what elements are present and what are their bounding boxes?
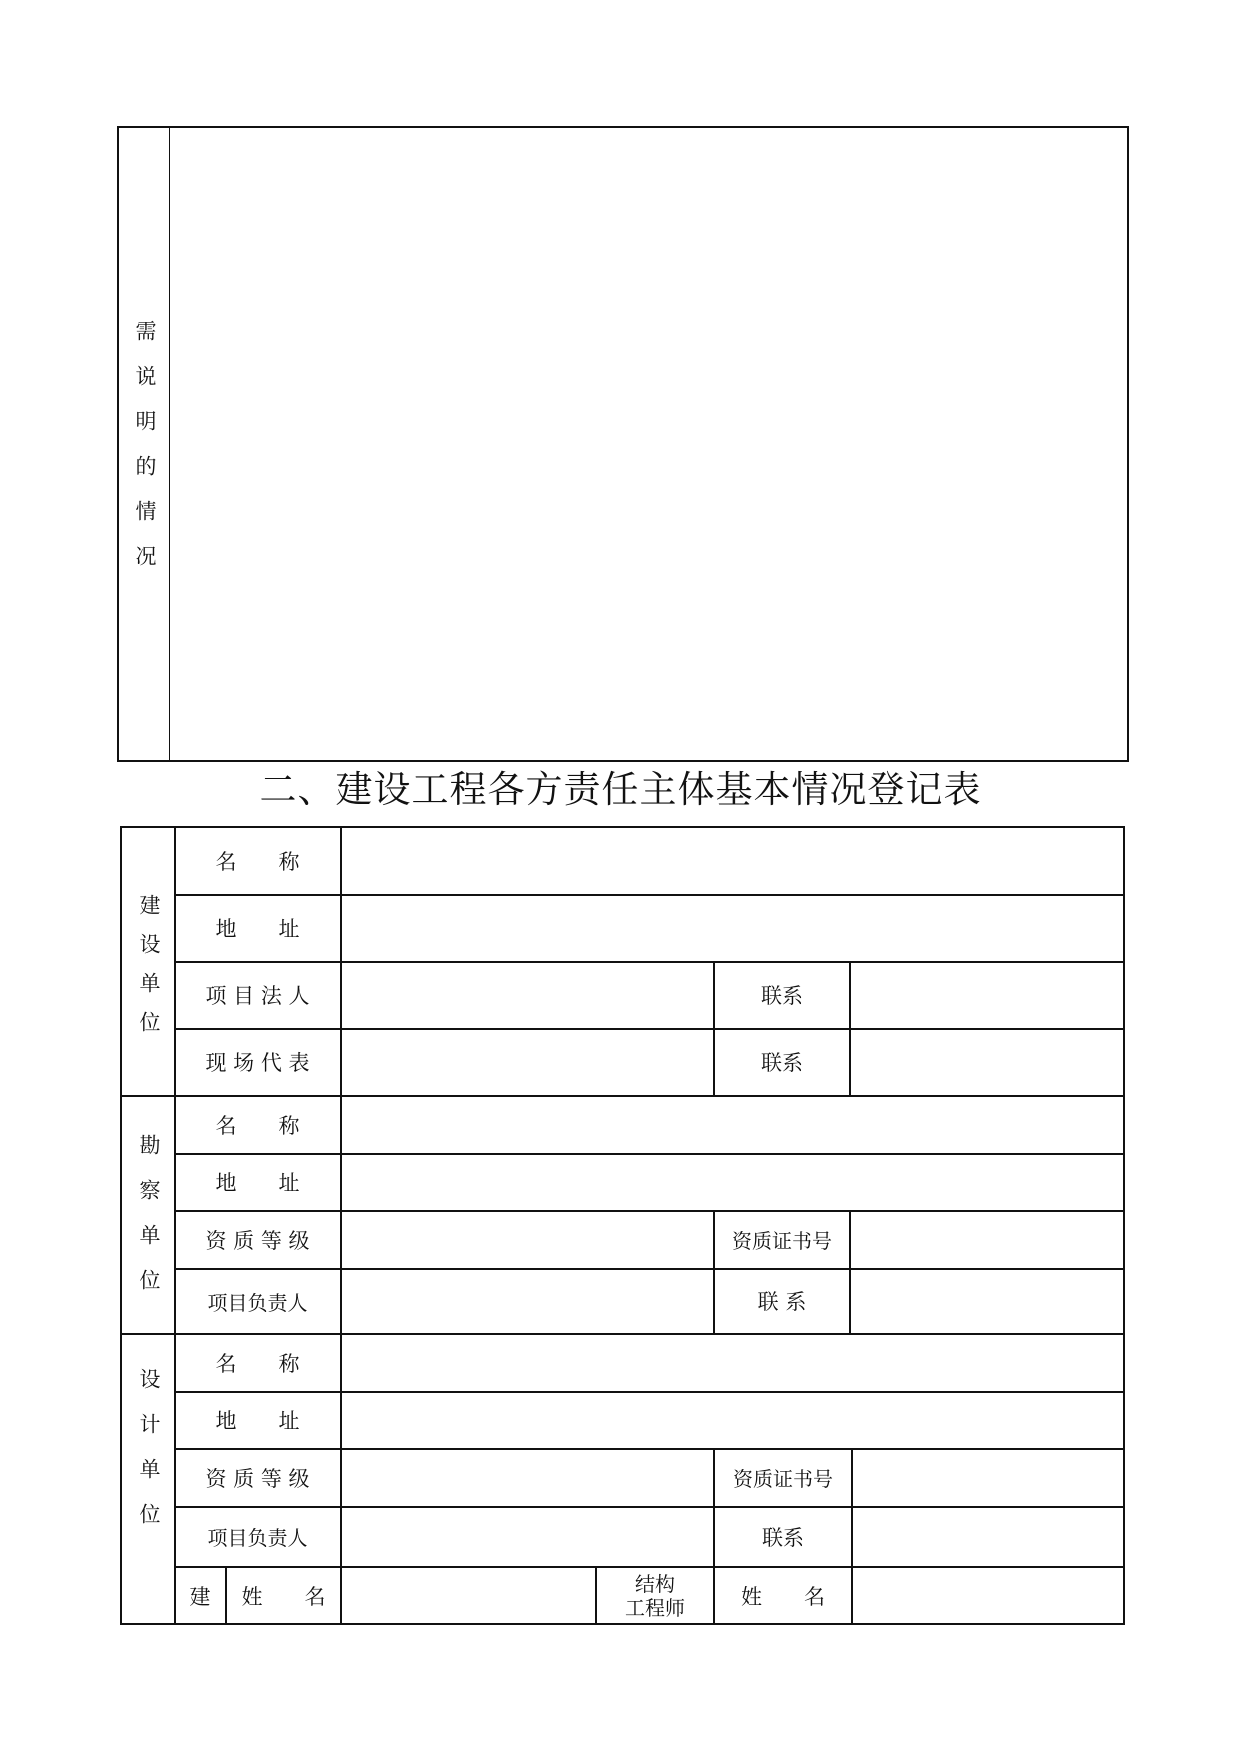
site-rep-contact-label: 联系 xyxy=(761,1051,803,1075)
site-rep-contact-field[interactable] xyxy=(851,1029,1123,1095)
survey-name-label: 名 称 xyxy=(215,1113,300,1138)
architect-name-label: 姓 名 xyxy=(241,1585,326,1609)
construction-unit-label: 建设单位 xyxy=(137,894,161,1050)
design-address-field[interactable] xyxy=(342,1392,1123,1448)
survey-contact-label: 联 系 xyxy=(757,1290,807,1314)
survey-project-lead-field[interactable] xyxy=(342,1269,712,1333)
construction-address-label: 地 址 xyxy=(215,917,300,941)
construction-name-label: 名 称 xyxy=(215,850,300,874)
architect-partial-label: 建 xyxy=(189,1585,211,1609)
survey-address-label: 地 址 xyxy=(215,1171,300,1195)
page-title: 二、建设工程各方责任主体基本情况登记表 xyxy=(259,768,982,811)
survey-name-field[interactable] xyxy=(342,1096,1123,1153)
structural-engineer-label xyxy=(597,1567,713,1625)
engineer-name-field[interactable] xyxy=(853,1567,1123,1625)
construction-name-field[interactable] xyxy=(342,828,1123,894)
legal-person-contact-label: 联系 xyxy=(761,984,803,1008)
structural-engineer-label-line2: 工程师 xyxy=(625,1596,685,1620)
design-cert-no-field[interactable] xyxy=(853,1449,1123,1506)
design-cert-no-label: 资质证书号 xyxy=(733,1467,833,1491)
survey-cert-no-field[interactable] xyxy=(851,1211,1123,1268)
design-contact-field[interactable] xyxy=(853,1507,1123,1566)
notes-content-field[interactable] xyxy=(170,128,1127,760)
design-name-label: 名 称 xyxy=(215,1351,300,1376)
legal-person-contact-field[interactable] xyxy=(851,962,1123,1028)
survey-contact-field[interactable] xyxy=(851,1269,1123,1333)
site-rep-field[interactable] xyxy=(342,1029,712,1095)
legal-person-label: 项 目 法 人 xyxy=(205,984,310,1008)
survey-qualification-label: 资 质 等 级 xyxy=(205,1228,310,1253)
engineer-name-label: 姓 名 xyxy=(741,1585,825,1609)
survey-project-lead-label: 项目负责人 xyxy=(207,1290,308,1315)
legal-person-field[interactable] xyxy=(342,962,712,1028)
design-qualification-field[interactable] xyxy=(342,1449,712,1506)
design-name-field[interactable] xyxy=(342,1334,1123,1391)
survey-unit-label: 勘察单位 xyxy=(137,1134,161,1314)
notes-label: 需说明的情况 xyxy=(133,320,157,590)
design-qualification-label: 资 质 等 级 xyxy=(205,1466,310,1491)
survey-cert-no-label: 资质证书号 xyxy=(732,1229,832,1253)
notes-label-cell xyxy=(119,128,170,760)
survey-qualification-field[interactable] xyxy=(342,1211,712,1268)
design-project-lead-label: 项目负责人 xyxy=(207,1526,308,1550)
site-rep-label: 现 场 代 表 xyxy=(205,1051,310,1075)
design-contact-label: 联系 xyxy=(762,1525,804,1550)
design-project-lead-field[interactable] xyxy=(342,1507,712,1566)
registration-table xyxy=(120,826,1125,1625)
structural-engineer-label-line1: 结构 xyxy=(635,1572,675,1596)
notes-box xyxy=(117,126,1129,762)
architect-name-field[interactable] xyxy=(342,1567,595,1625)
survey-address-field[interactable] xyxy=(342,1154,1123,1210)
design-unit-label: 设计单位 xyxy=(137,1368,161,1548)
construction-address-field[interactable] xyxy=(342,895,1123,961)
design-address-label: 地 址 xyxy=(215,1409,300,1433)
